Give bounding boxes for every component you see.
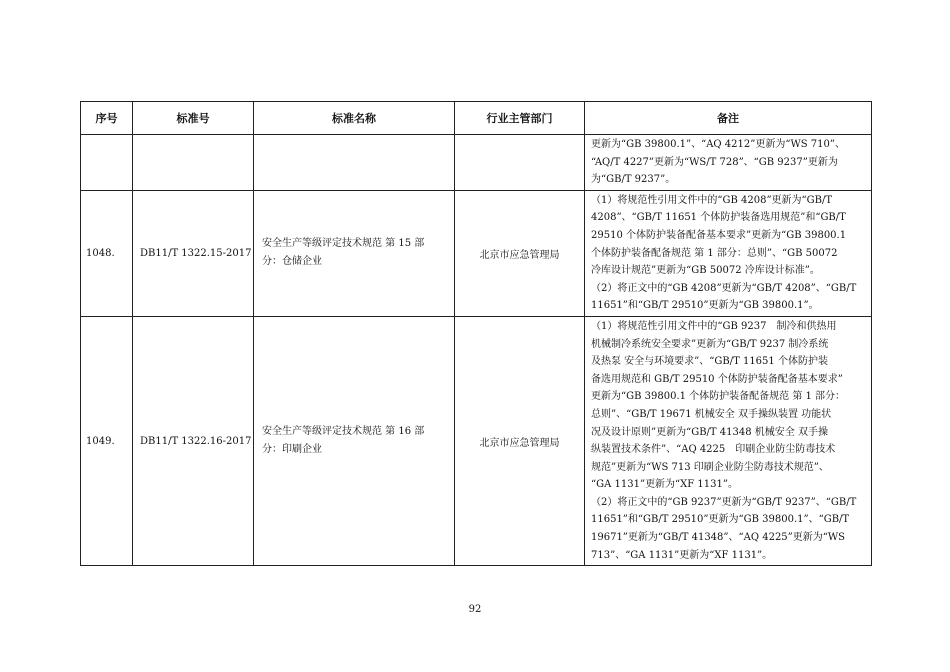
header-standard-code: 标准号: [133, 102, 254, 135]
remark-line: 冷库设计规范”更新为“GB 50072 冷库设计标准”。: [591, 265, 820, 277]
row-department: 北京市应急管理局: [455, 316, 585, 565]
remark-line: 个体防护装备配备规范 第 1 部分：总则”、“GB 50072: [591, 247, 838, 259]
remark-line: 19671”更新为“GB/T 41348”、“AQ 4225”更新为“WS: [591, 532, 846, 544]
remark-line: 713”、“GA 1131”更新为“XF 1131”。: [591, 549, 773, 561]
remark-line: 规范”更新为“WS 713 印刷企业防尘防毒技术规范”、: [591, 461, 829, 473]
header-serial-no: 序号: [81, 102, 133, 135]
remark-line: 更新为“GB 39800.1”、“AQ 4212”更新为“WS 710”、: [591, 139, 845, 150]
table-header-row: [81, 102, 872, 135]
remark-line: 备选用规范和 GB/T 29510 个体防护装备配备基本要求”: [591, 373, 843, 385]
remark-line: 29510 个体防护装备配备基本要求”更新为“GB 39800.1: [591, 229, 847, 241]
remark-line: 11651”和“GB/T 29510”更新为“GB 39800.1”、“GB/T: [591, 514, 850, 526]
row-remarks: [585, 316, 872, 565]
standards-table: [80, 101, 872, 566]
remark-line: 机械制冷系统安全要求”更新为“GB/T 9237 制冷系统: [591, 338, 829, 350]
remark-line: 4208”、“GB/T 11651 个体防护装备选用规范”和“GB/T: [591, 212, 846, 224]
table-row: [81, 316, 872, 565]
remark-line: “AQ/T 4227”更新为“WS/T 728”、“GB 9237”更新为: [591, 156, 838, 168]
remark-line: 为“GB/T 9237”。: [591, 174, 676, 186]
remark-line: 总则”、“GB/T 19671 机械安全 双手操纵装置 功能状: [591, 408, 832, 420]
row-standard-name: [254, 135, 455, 191]
row-standard-code: DB11/T 1322.15-2017: [133, 190, 254, 316]
table-row: [81, 190, 872, 316]
remark-line: （1）将规范性引用文件中的“GB 4208”更新为“GB/T: [591, 194, 833, 206]
remark-line: （2）将正文中的“GB 9237”更新为“GB/T 9237”、“GB/T: [591, 496, 857, 508]
remark-line: 况及设计原则”更新为“GB/T 41348 机械安全 双手操: [591, 426, 828, 438]
table-row: [81, 135, 872, 191]
remark-line: （2）将正文中的“GB 4208”更新为“GB/T 4208”、“GB/T: [591, 282, 857, 294]
row-department: [455, 135, 585, 191]
header-standard-name: 标准名称: [254, 102, 455, 135]
row-standard-name: 安全生产等级评定技术规范 第 16 部分：印刷企业: [254, 316, 455, 565]
remark-line: 纵装置技术条件”、“AQ 4225 印刷企业防尘防毒技术: [591, 444, 836, 456]
page-number: 92: [468, 604, 482, 615]
remark-line: 11651”和“GB/T 29510”更新为“GB 39800.1”。: [591, 300, 819, 312]
row-standard-code: DB11/T 1322.16-2017: [133, 316, 254, 565]
row-department: 北京市应急管理局: [455, 190, 585, 316]
row-serial-no: 1048.: [81, 190, 133, 316]
remark-line: “GA 1131”更新为“XF 1131”。: [591, 479, 738, 491]
remark-line: 及热泵 安全与环境要求”、“GB/T 11651 个体防护装: [591, 356, 828, 368]
row-serial-no: [81, 135, 133, 191]
header-department: 行业主管部门: [455, 102, 585, 135]
row-standard-name: 安全生产等级评定技术规范 第 15 部分：仓储企业: [254, 190, 455, 316]
row-remarks: [585, 190, 872, 316]
row-remarks: [585, 135, 872, 191]
remark-line: （1）将规范性引用文件中的“GB 9237 制冷和供热用: [591, 320, 837, 332]
row-serial-no: 1049.: [81, 316, 133, 565]
row-standard-code: [133, 135, 254, 191]
remark-line: 更新为“GB 39800.1 个体防护装备配备规范 第 1 部分：: [591, 391, 846, 403]
header-remarks: 备注: [585, 102, 872, 135]
